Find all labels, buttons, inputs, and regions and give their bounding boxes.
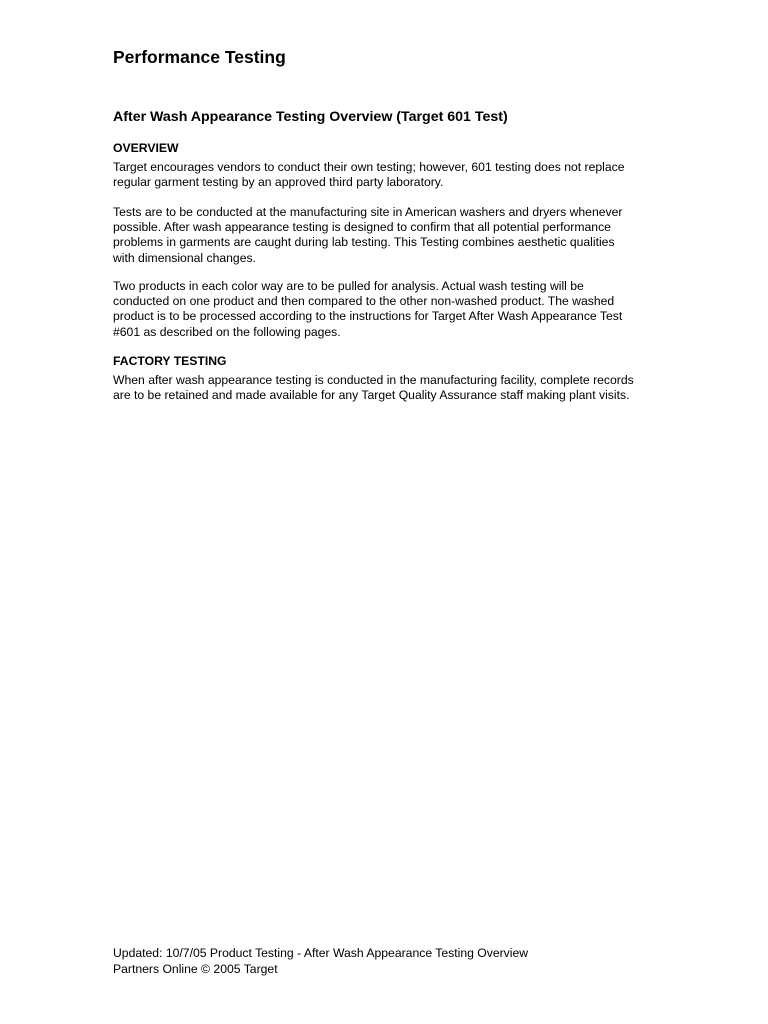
paragraph-line: When after wash appearance testing is conducted in the manufacturing facility, complete records [113,373,634,387]
paragraph-line: Target encourages vendors to conduct their own testing; however, 601 testing does not replace [113,160,625,174]
paragraph-line: with dimensional changes. [113,250,256,265]
document-subtitle: After Wash Appearance Testing Overview (Target 601 Test) [113,109,508,125]
paragraph-line: problems in garments are caught during lab testing. This Testing combines aesthetic qualities [113,235,615,250]
paragraph-line: are to be retained and made available for any Target Quality Assurance staff making plant visits. [113,388,630,403]
overview-paragraph-3 [113,279,673,340]
paragraph-line: product is to be processed according to the instructions for Target After Wash Appearance Test [113,309,623,324]
paragraph-line: regular garment testing by an approved third party laboratory. [113,175,444,190]
factory-testing-paragraph [113,373,673,403]
paragraph-line: Tests are to be conducted at the manufacturing site in American washers and dryers whenever [113,205,623,219]
page-footer [113,946,528,977]
page-title: Performance Testing [113,47,286,67]
paragraph-line: conducted on one product and then compared to the other non-washed product. The washed [113,294,615,309]
paragraph-line: Two products in each color way are to be pulled for analysis. Actual wash testing will be [113,279,584,293]
paragraph-line: #601 as described on the following pages. [113,324,341,339]
footer-copyright-line: Partners Online © 2005 Target [113,961,278,976]
paragraph-line: possible. After wash appearance testing is designed to confirm that all potential performance [113,220,611,235]
overview-paragraph-1 [113,160,673,190]
footer-update-line: Updated: 10/7/05 Product Testing - After Wash Appearance Testing Overview [113,946,529,960]
overview-paragraph-2 [113,205,673,266]
section-heading-overview: OVERVIEW [113,141,179,155]
section-heading-factory-testing: FACTORY TESTING [113,354,227,368]
